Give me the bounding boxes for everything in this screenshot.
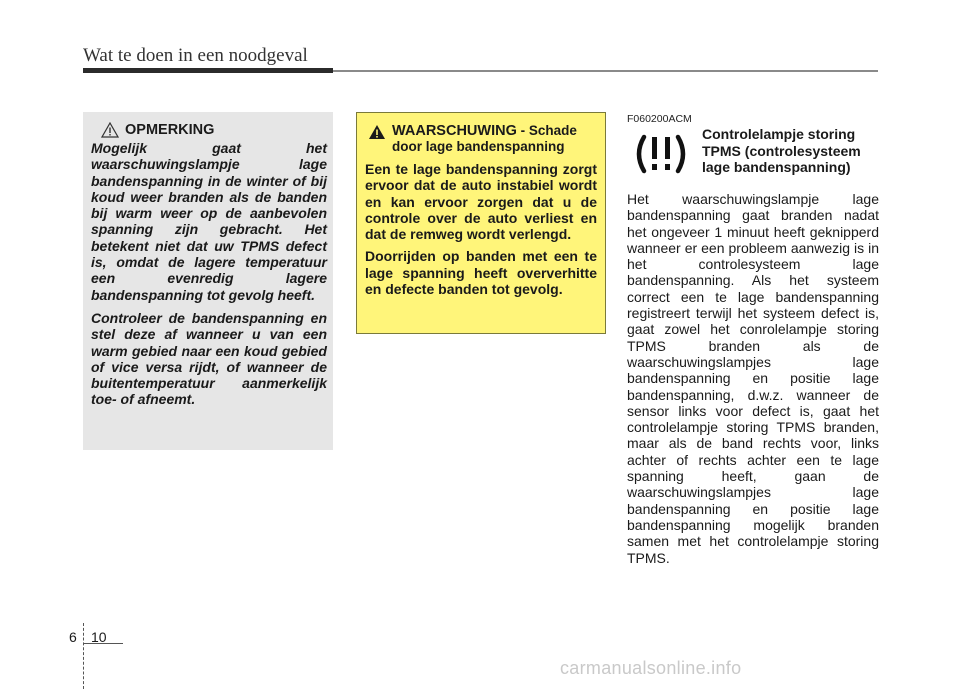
warning-heading-text	[392, 123, 597, 155]
warning-triangle-filled-icon	[368, 124, 386, 140]
note-paragraph-1: Mogelijk gaat het waarschuwingslampje lage bandenspanning in de winter of bij koud weer branden als de banden bij warm weer op de aanbevolen spanning zijn gebracht. Het betekent niet dat uw TPMS defect is, omdat de lagere temperatuur een evenredig lagere bandenspanning tot gevolg heeft.	[91, 140, 327, 303]
warning-heading	[365, 123, 597, 155]
header-rule-dark	[83, 68, 333, 73]
tpms-heading: Controlelampje storing TPMS (controlesysteem lage bandenspanning)	[702, 126, 861, 175]
warning-paragraph-2: Doorrijden op banden met een te lage spanning heeft oververhitte en defecte banden tot gevolg.	[365, 248, 597, 298]
header-rule-thin	[333, 70, 878, 72]
note-heading-label: OPMERKING	[125, 122, 215, 138]
footer-section-number: 6	[69, 629, 77, 645]
footer-page-number: 10	[91, 629, 107, 645]
warning-box	[356, 112, 606, 334]
note-heading	[101, 122, 327, 138]
tpms-body-text: Het waarschuwingslampje lage bandenspanning gaat branden nadat het ongeveer 1 minuut heeft geknipperd wanneer er een probleem aanwezig is in het controlesysteem lage bandenspanning. Als het systeem correct een te lage bandenspanning registreert terwijl het systeem defect is, gaat zowel het conrolelampje storing TPMS branden als de waarschuwingslampjes lage bandenspanning en positie lage bandenspanning, d.w.z. wanneer de sensor links voor defect is, gaat het controlelampje storing TPMS branden, maar als de band rechts voor, links achter of rechts achter een te lage spanning heeft, gaan de waarschuwingslampjes lage bandenspanning en positie lage bandenspanning mogelijk branden samen met het controlelampje storing TPMS.	[627, 191, 879, 566]
watermark: carmanualsonline.info	[560, 658, 742, 678]
warning-title: WAARSCHUWING	[392, 123, 517, 139]
note-box	[83, 112, 333, 450]
note-paragraph-2: Controleer de bandenspanning en stel deze af wanneer u van een warm gebied naar een koud gebied of vice versa rijdt, of wanneer de buitentemperatuur aanmerkelijk toe- of afneemt.	[91, 309, 327, 408]
warning-triangle-outline-icon	[101, 122, 119, 138]
section-code: F060200ACM	[627, 113, 692, 125]
tpms-malfunction-icon	[632, 131, 690, 177]
page-header-title: Wat te doen in een noodgeval	[83, 45, 308, 66]
warning-subtitle: - Schade door lage bandenspanning	[392, 123, 577, 154]
footer-separator	[83, 623, 85, 689]
warning-paragraph-1: Een te lage bandenspanning zorgt ervoor dat de auto instabiel wordt en kan ervoor zorgen dat u de controle over de auto verliest en dat de remweg wordt verlengd.	[365, 161, 597, 243]
